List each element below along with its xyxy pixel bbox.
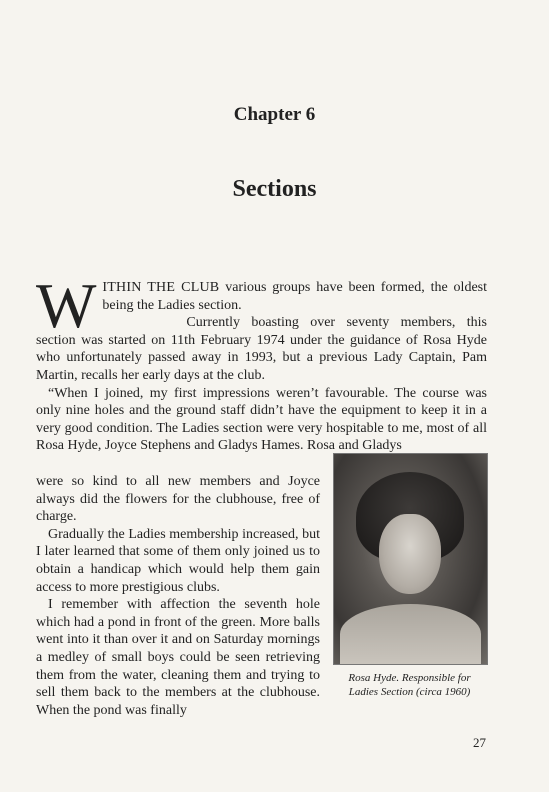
opening-paragraph — [36, 270, 487, 341]
paragraph-first-impressions: “When I joined, my first impressions weren’t favourable. The course was only nine holes and the ground staff didn’t have the equipment to keep it in a very good condition. The Ladies section were very hospitable to me, most of all Rosa Hyde, Joyce Stephens and Gladys Hames. Rosa and Gladys — [36, 385, 487, 454]
portrait-shoulders — [340, 604, 481, 664]
paragraph-seventh-hole: I remember with affection the seventh hole which had a pond in front of the green. More balls went into it than over it and on Saturday mornings a medley of small boys could be seen retrieving them from the water, cleaning them and trying to sell them back to the members at the clubhouse. When the pond was finally — [36, 597, 320, 718]
paragraph-membership: Currently boasting over seventy members, this section was started on 11th February 1974 under the guidance of Rosa Hyde who unfortunately passed away in 1993, but a previous Lady Captain, Pam Martin, recalls her early days at the club. — [36, 315, 487, 383]
portrait-face — [379, 514, 441, 594]
page-number: 27 — [473, 735, 486, 750]
chapter-label: Chapter 6 — [233, 104, 316, 125]
body-text-column — [36, 473, 320, 719]
paragraph-gradually: Gradually the Ladies membership increased, but I later learned that some of them only joined us to obtain a handicap which would help them gain access to more prestigious clubs. — [36, 526, 320, 595]
opening-caps: ITHIN THE CLUB — [102, 280, 220, 295]
section-title: Sections — [232, 176, 317, 202]
opening-rest: various groups have been formed, the oldest being the Ladies section. — [102, 280, 487, 313]
photo-caption: Rosa Hyde. Responsible for Ladies Section (circa 1960) — [348, 672, 471, 698]
portrait-photo — [333, 453, 488, 665]
drop-cap: W — [36, 270, 97, 341]
body-text-full-width — [36, 270, 487, 455]
paragraph-continued: were so kind to all new members and Joyce always did the flowers for the clubhouse, free of charge. — [36, 474, 320, 525]
